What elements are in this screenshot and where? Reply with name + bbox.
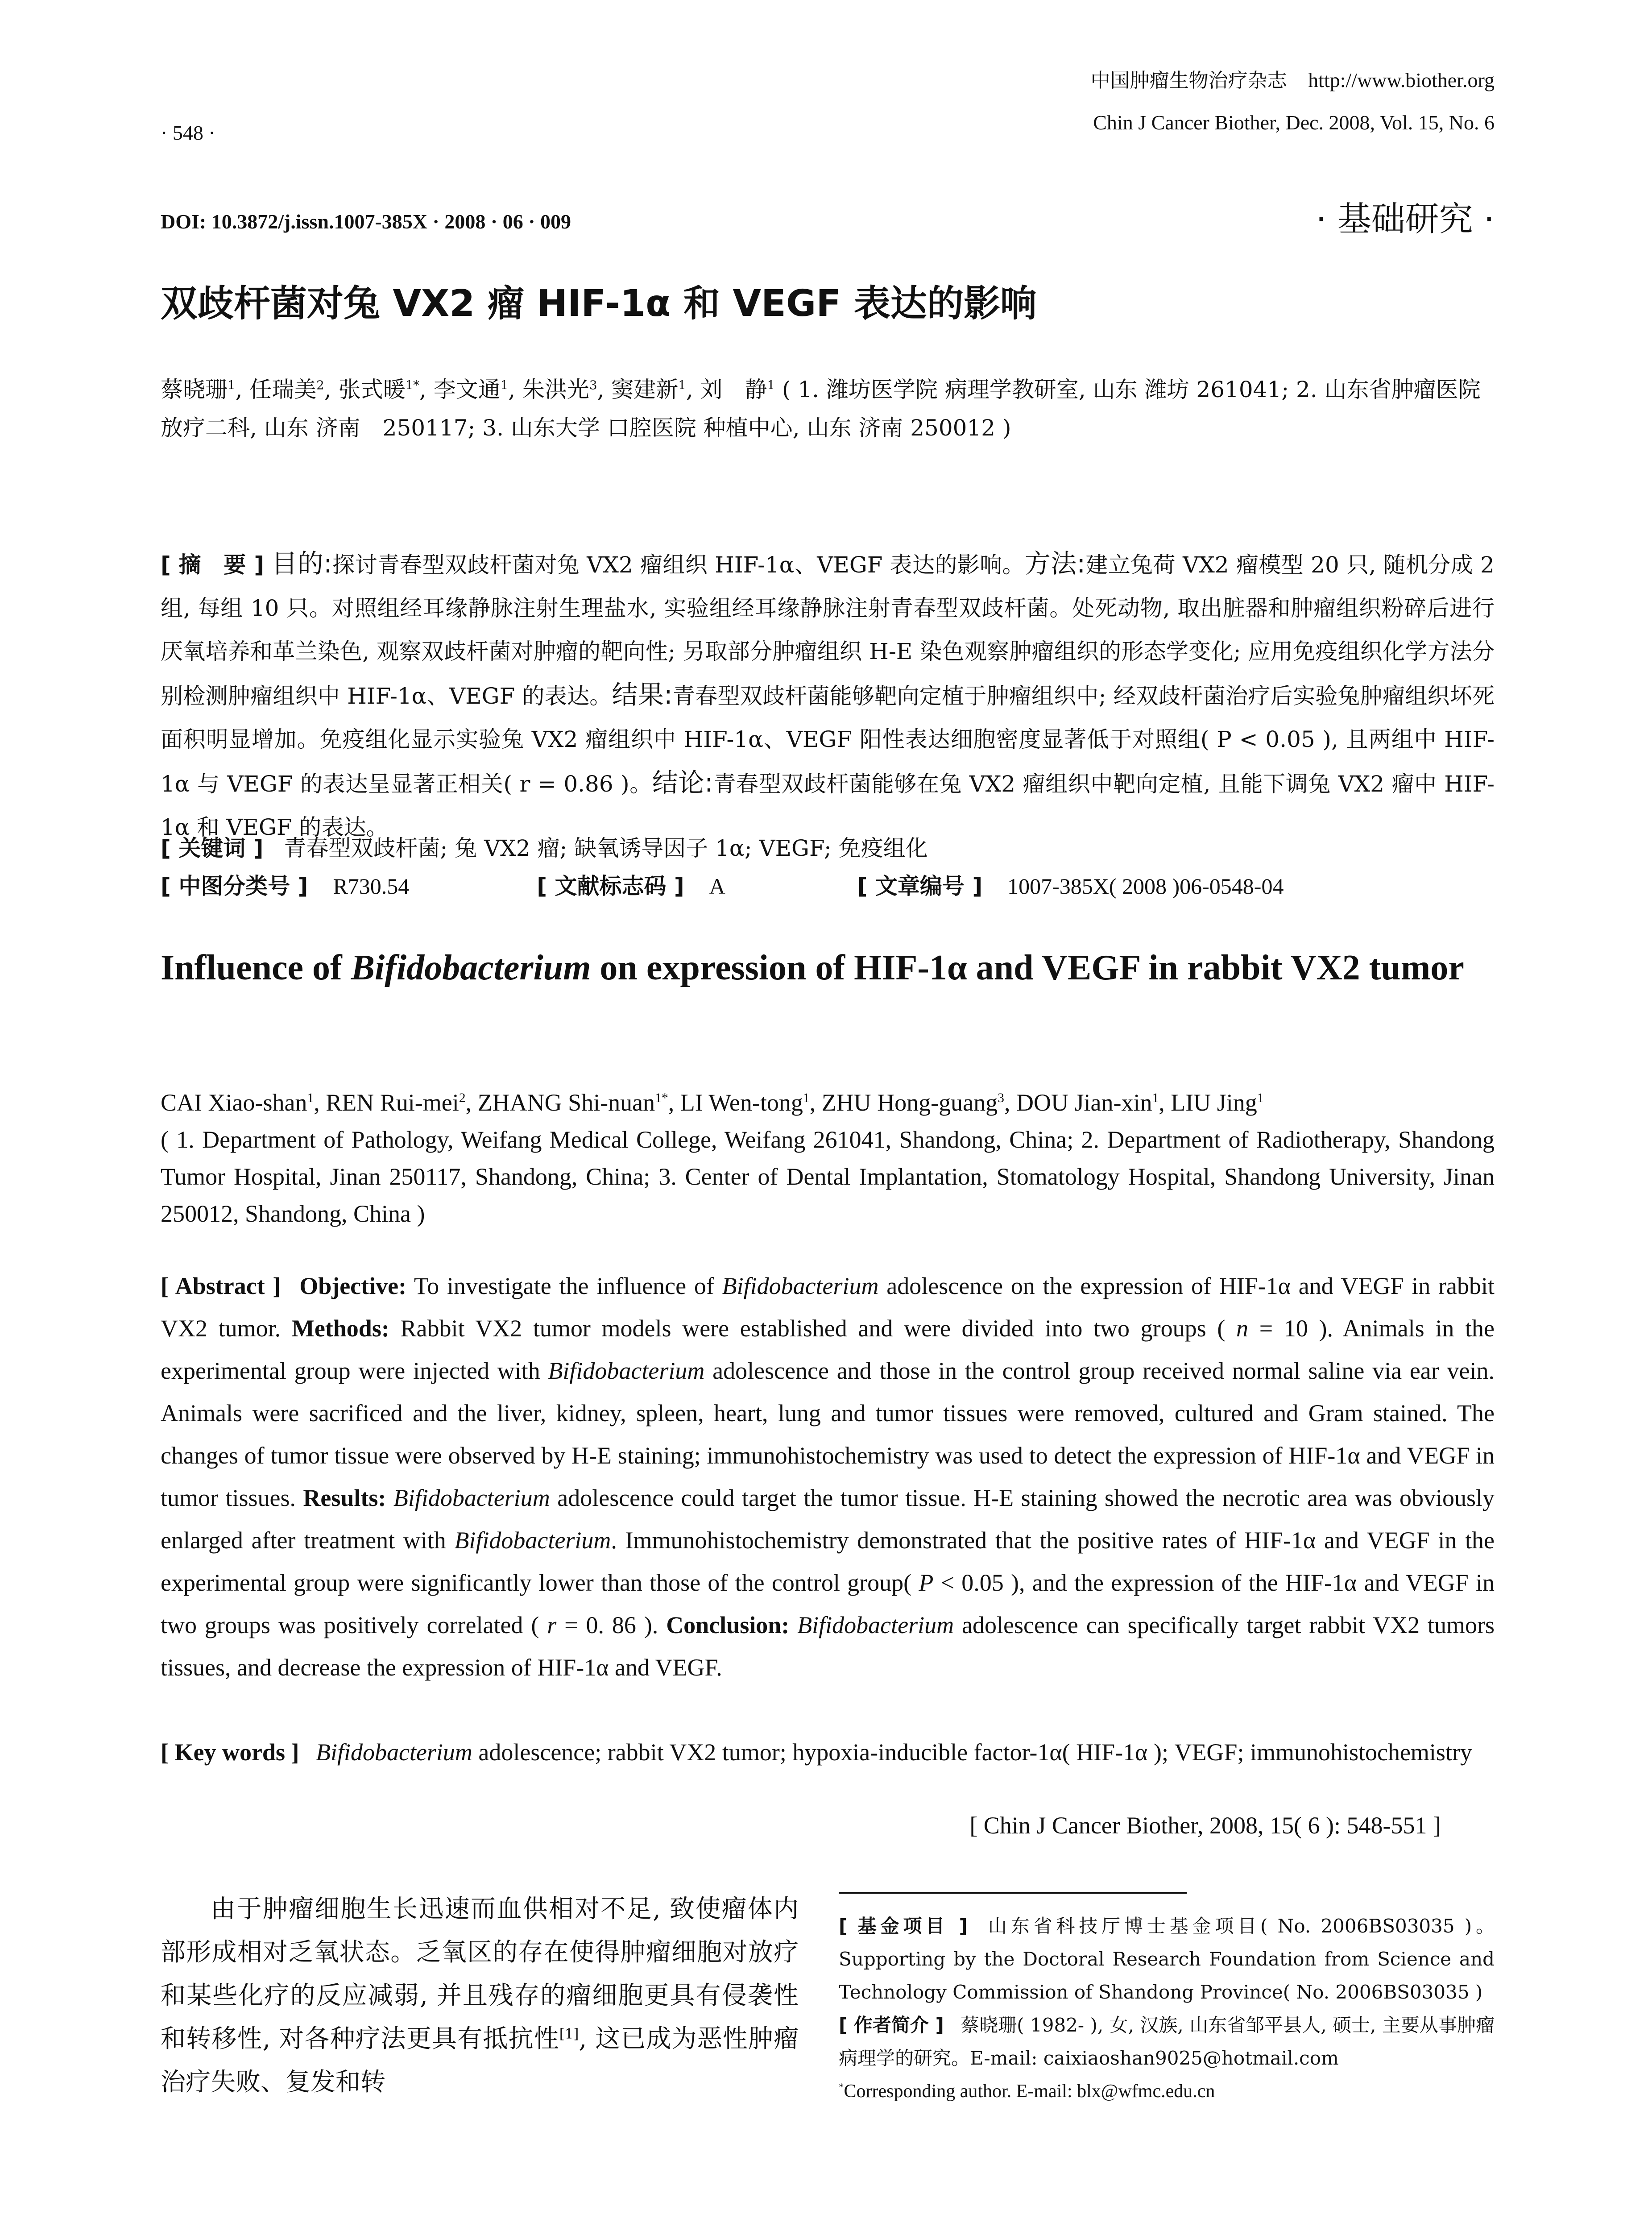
body-paragraph: 由于肿瘤细胞生长迅速而血供相对不足, 致使瘤体内部形成相对乏氧状态。乏氧区的存在使得肿瘤细胞对放疗和某些化疗的反应减弱, 并且残存的瘤细胞更具有侵袭性和转移性, 对各种疗法更具有抵抗性[1], 这已成为恶性肿瘤治疗失败、复发和转 [161, 1895, 799, 2097]
funding-note: [ 基金项目 ] 山东省科技厅博士基金项目( No. 2006BS03035 )。Supporting by the Doctoral Research Foundation from Science and Technology Commission of Shandong Province( No. 2006BS03035 ) [839, 1915, 1495, 2003]
abstract-label-cn: [ 摘 要 ] [161, 552, 265, 578]
clc-value: R730.54 [333, 874, 410, 899]
authors-cn-block [161, 370, 1490, 447]
objective-label-cn: 目的: [271, 548, 332, 579]
author-note: [ 作者简介 ] 蔡晓珊( 1982- ), 女, 汉族, 山东省邹平县人, 硕士, 主要从事肿瘤病理学的研究。E-mail: caixiaoshan9025@hotmail.com [839, 2014, 1495, 2069]
corresponding-note: *Corresponding author. E-mail: blx@wfmc.edu.cn [839, 2081, 1215, 2102]
journal-citation-header: Chin J Cancer Biother, Dec. 2008, Vol. 15, No. 6 [1093, 111, 1495, 134]
conclusion-label-cn: 结论: [652, 767, 713, 798]
article-no-label: [ 文章编号 ] [857, 873, 983, 899]
keywords-label-cn: [ 关键词 ] [161, 835, 264, 861]
author-cn: 朱洪光$^3$ [522, 377, 597, 402]
objective-label-en: Objective: [299, 1273, 407, 1299]
keywords-label-en: [ Key words ] [161, 1739, 299, 1766]
author-cn: 蔡晓珊$^1$ [161, 377, 236, 402]
authors-en: CAI Xiao-shan$^1$, REN Rui-mei$^2$, ZHANG Shi-nuan$^{1*}$, LI Wen-tong$^1$, ZHU Hong-guang$^3$, DOU Jian-xin$^1$, LIU Jing$^1$ [161, 1089, 1264, 1116]
author-en: REN Rui-mei$^2$ [326, 1089, 466, 1116]
author-cn: 张式暖$^{1*}$ [338, 377, 419, 402]
author-en: LI Wen-tong$^1$ [680, 1089, 810, 1116]
results-label-cn: 结果: [612, 680, 673, 710]
affiliation-en: ( 1. Department of Pathology, Weifang Medical College, Weifang 261041, Shandong, China; 2. Department of Radiotherapy, Shandong Tumor Hospital, Jinan 250117, Shandong, China; 3. Center of Dental Implantation, Stomatology Hospital, Shandong University, Jinan 250012, Shandong, China ) [161, 1126, 1495, 1227]
author-en: ZHU Hong-guang$^3$ [821, 1089, 1004, 1116]
author-en: LIU Jing$^1$ [1171, 1089, 1264, 1116]
doc-code-label: [ 文献标志码 ] [537, 873, 684, 899]
section-label: · 基础研究 · [1316, 199, 1495, 239]
conclusion-label-en: Conclusion: [666, 1612, 790, 1638]
abstract-en: [ Abstract ] Objective: To investigate the influence of Bifidobacterium adolescence on the expression of HIF-1α and VEGF in rabbit VX2 tumor. Methods: Rabbit VX2 tumor models were established and were divided into two groups ( n = 10 ). Animals in the experimental group were injected with Bifidobacterium adolescence and those in the control group received normal saline via ear vein. Animals were sacrificed and the liver, kidney, spleen, heart, lung and tumor tissues were removed, cultured and Gram stained. The changes of tumor tissue were observed by H-E staining; immunohistochemistry was used to detect the expression of HIF-1α and VEGF in tumor tissues. Results: Bifidobacterium adolescence could target the tumor tissue. H-E staining showed the necrotic area was obviously enlarged after treatment with Bifidobacterium. Immunohistochemistry demonstrated that the positive rates of HIF-1α and VEGF in the experimental group were significantly lower than those of the control group( P < 0.05 ), and the expression of the HIF-1α and VEGF in two groups was positively correlated ( r = 0. 86 ). Conclusion: Bifidobacterium adolescence can specifically target rabbit VX2 tumors tissues, and decrease the expression of HIF-1α and VEGF. [161, 1273, 1495, 1681]
abstract-cn [161, 542, 1495, 849]
doi: DOI: 10.3872/j.issn.1007-385X · 2008 · 06 · 009 [161, 210, 571, 233]
methods-cn: 建立兔荷 VX2 瘤模型 20 只, 随机分成 2 组, 每组 10 只。对照组经耳缘静脉注射生理盐水, 实验组经耳缘静脉注射青春型双歧杆菌。处死动物, 取出脏器和肿瘤组织粉碎后进行厌氧培养和革兰染色, 观察双歧杆菌对肿瘤的靶向性; 另取部分肿瘤组织 H-E 染色观察肿瘤组织的形态学变化; 应用免疫组织化学方法分别检测肿瘤组织中 HIF-1α、VEGF 的表达。 [161, 552, 1495, 709]
reference-marker: [1] [559, 2026, 579, 2042]
citation: [ Chin J Cancer Biother, 2008, 15( 6 ): 548-551 ] [969, 1812, 1441, 1839]
running-header [946, 67, 1495, 94]
clc-label: [ 中图分类号 ] [161, 873, 308, 899]
conclusion-cn: 青春型双歧杆菌能够在兔 VX2 瘤组织中靶向定植, 且能下调兔 VX2 瘤中 HIF-1α 和 VEGF 的表达。 [161, 771, 1495, 840]
keywords-cn [161, 832, 928, 864]
footnote-divider [839, 1892, 1187, 1894]
footnotes [839, 1910, 1495, 2108]
journal-name-cn: 中国肿瘤生物治疗杂志 [1090, 69, 1287, 92]
journal-url: http://www.biother.org [1308, 69, 1495, 91]
authors-en-block [161, 1084, 1495, 1232]
page-number: · 548 · [161, 121, 215, 144]
author-cn: 刘 静$^1$ [700, 377, 775, 402]
keywords-value-cn: 青春型双歧杆菌; 兔 VX2 瘤; 缺氧诱导因子 1α; VEGF; 免疫组化 [284, 835, 928, 861]
author-cn: 李文通$^1$ [433, 377, 509, 402]
doc-code-value: A [709, 874, 725, 899]
objective-cn: 探讨青春型双歧杆菌对兔 VX2 瘤组织 HIF-1α、VEGF 表达的影响。 [332, 552, 1025, 578]
results-cn: 青春型双歧杆菌能够靶向定植于肿瘤组织中; 经双歧杆菌治疗后实验兔肿瘤组织坏死面积明显增加。免疫组化显示实验兔 VX2 瘤组织中 HIF-1α、VEGF 阳性表达细胞密度显著低于对照组( P < 0.05 ), 且两组中 HIF-1α 与 VEGF 的表达呈显著正相关( r = 0.86 )。 [161, 683, 1495, 797]
title-en: Influence of Bifidobacterium on expression of HIF-1α and VEGF in rabbit VX2 tumor [161, 948, 1464, 987]
authors-cn: 蔡晓珊$^1$, 任瑞美$^2$, 张式暖$^{1*}$, 李文通$^1$, 朱洪光$^3$, 窦建新$^1$, 刘 静$^1$ [161, 377, 775, 402]
methods-label-en: Methods: [291, 1315, 389, 1342]
methods-label-cn: 方法: [1024, 548, 1086, 579]
author-en: ZHANG Shi-nuan$^{1*}$ [477, 1089, 668, 1116]
keywords-en: [ Key words ] Bifidobacterium adolescence; rabbit VX2 tumor; hypoxia-inducible factor-1α( HIF-1α ); VEGF; immunohistochemistry [161, 1739, 1472, 1766]
title-cn: 双歧杆菌对兔 VX2 瘤 HIF-1α 和 VEGF 表达的影响 [161, 282, 1037, 325]
author-cn: 窦建新$^1$ [611, 377, 686, 402]
keywords-value-en: adolescence; rabbit VX2 tumor; hypoxia-inducible factor-1α( HIF-1α ); VEGF; immunohistochemistry [472, 1739, 1472, 1766]
author-en: CAI Xiao-shan$^1$ [161, 1089, 314, 1116]
author-en: DOU Jian-xin$^1$ [1016, 1089, 1159, 1116]
abstract-label-en: [ Abstract ] [161, 1273, 281, 1299]
affiliation-cn: ( 1. 潍坊医学院 病理学教研室, 山东 潍坊 261041; 2. 山东省肿瘤医院 放疗二科, 山东 济南 250117; 3. 山东大学 口腔医院 种植中心, 山东 济南 250012 ) [161, 377, 1481, 441]
classification-line [161, 870, 1499, 902]
author-cn: 任瑞美$^2$ [249, 377, 324, 402]
results-label-en: Results: [303, 1485, 386, 1511]
article-no-value: 1007-385X( 2008 )06-0548-04 [1007, 874, 1284, 899]
